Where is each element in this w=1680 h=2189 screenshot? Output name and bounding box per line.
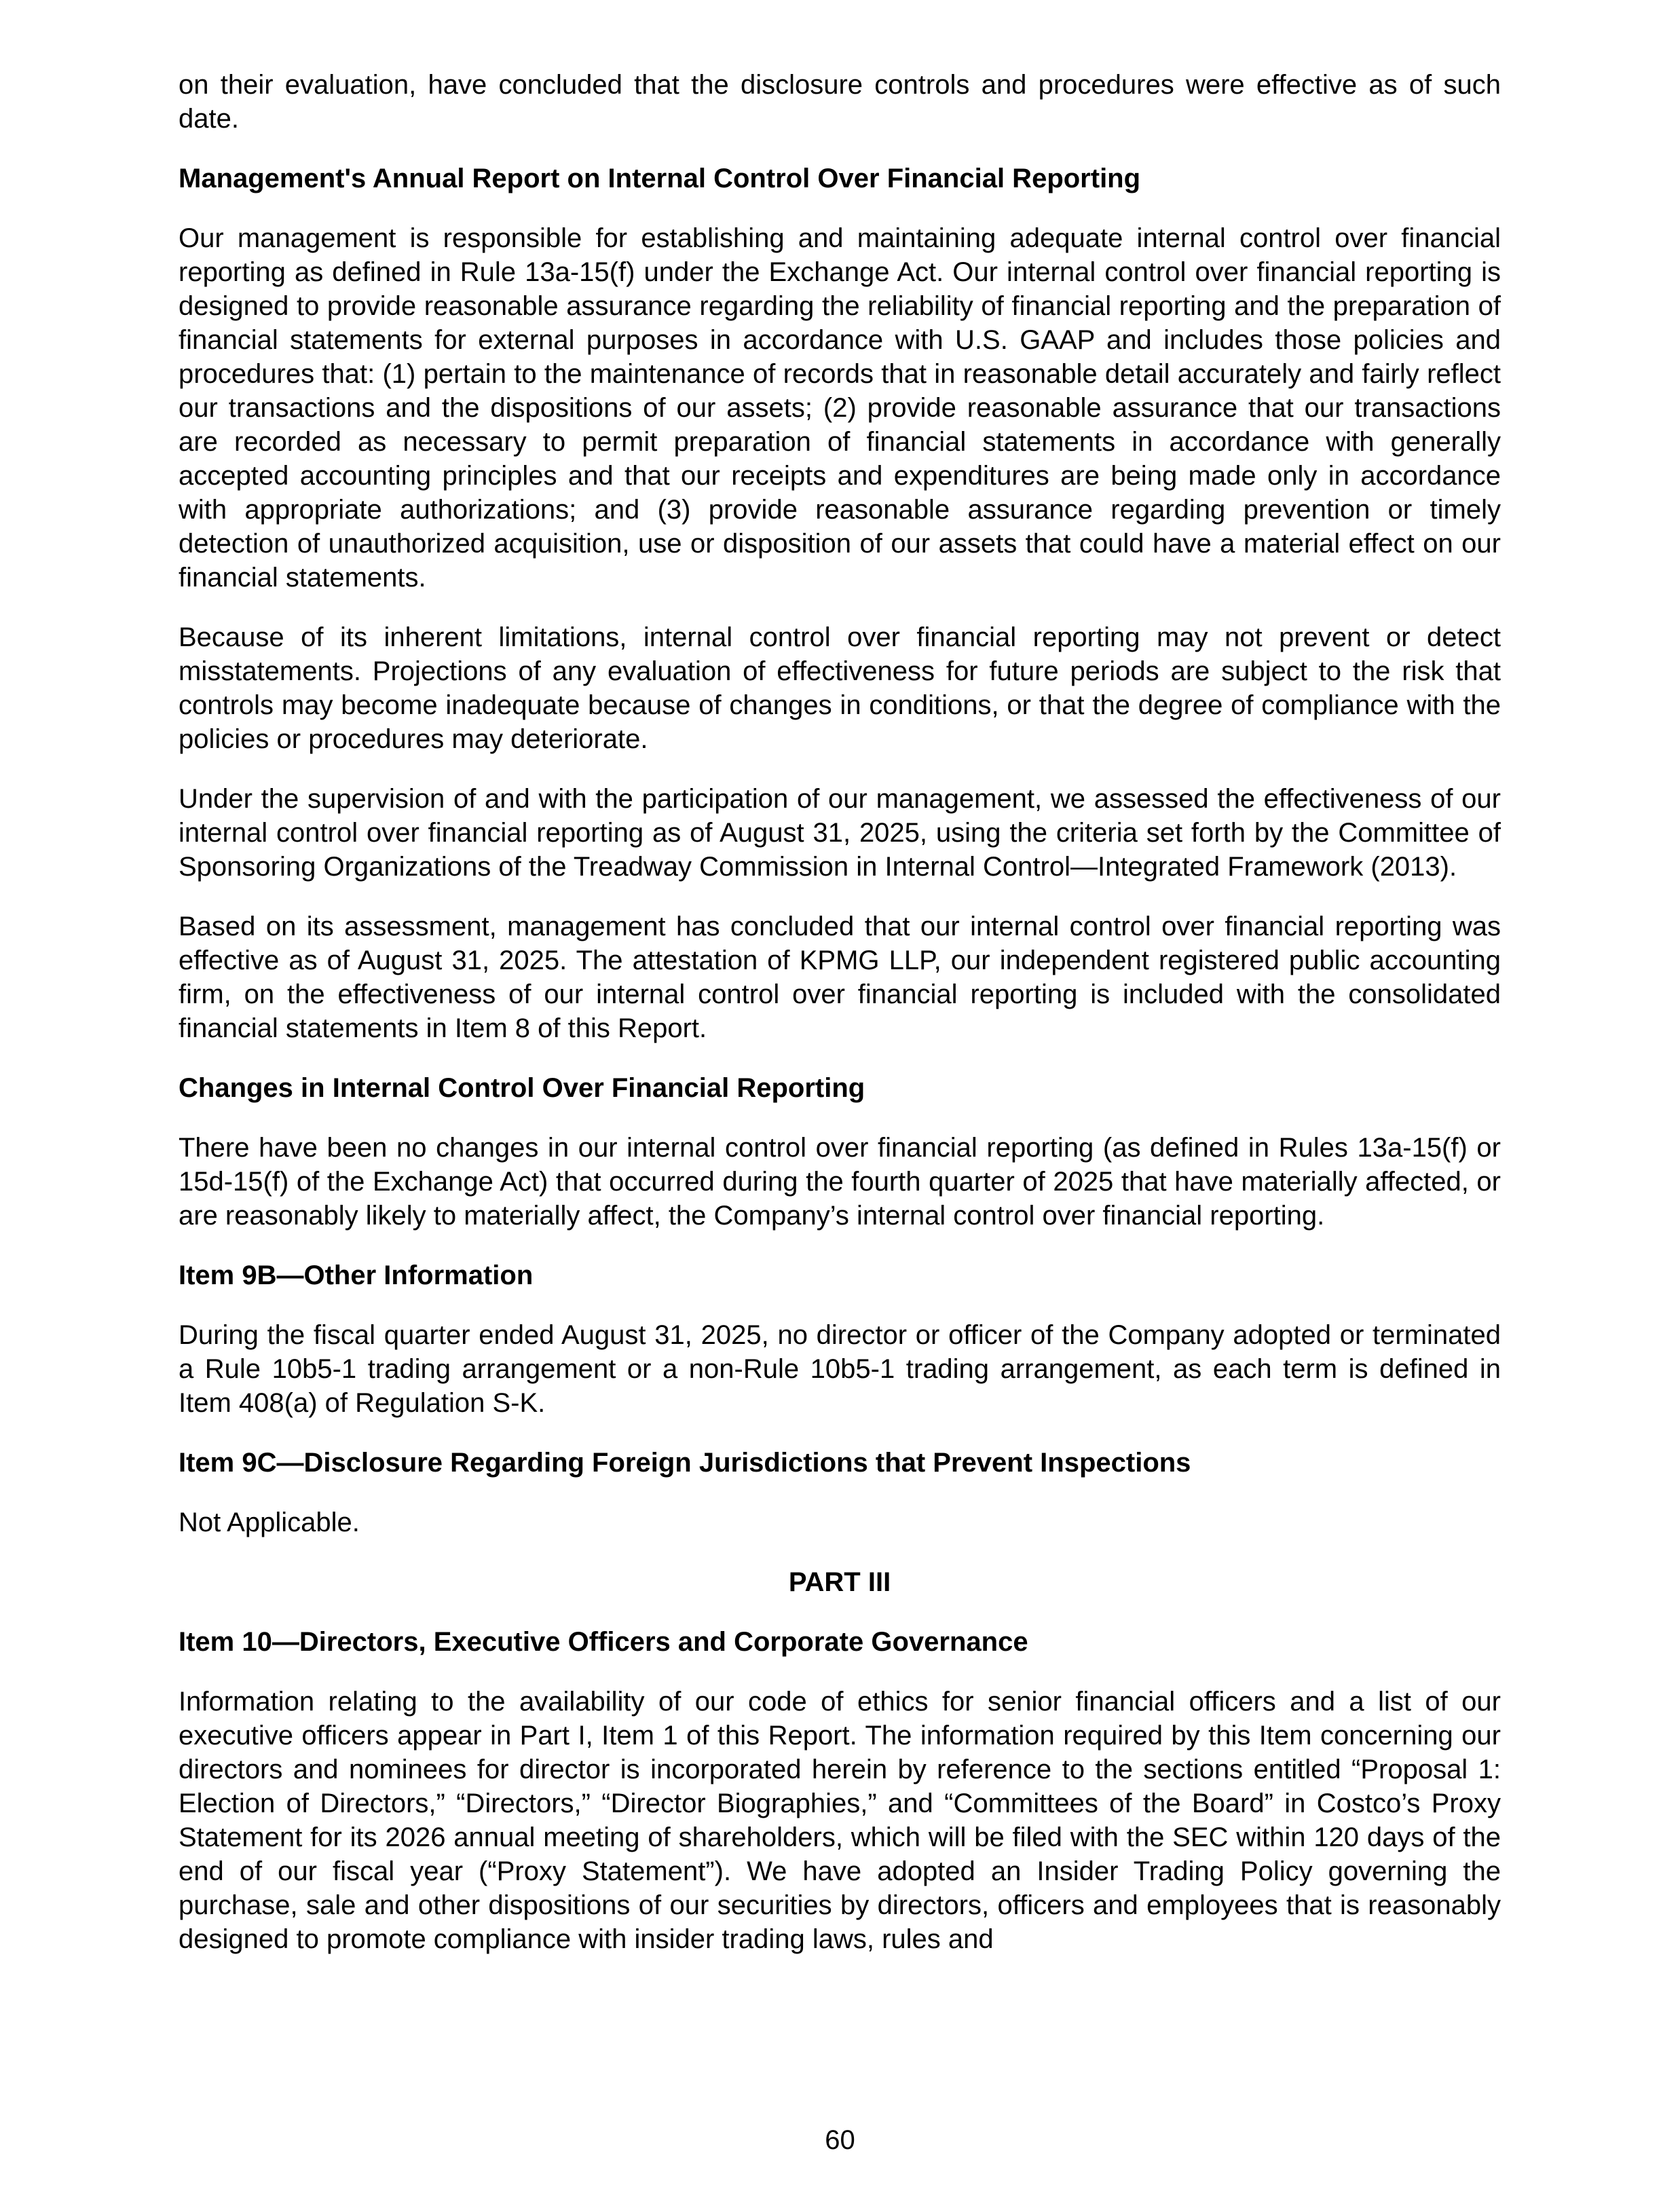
- heading-management-annual-report: Management's Annual Report on Internal Control Over Financial Reporting: [179, 164, 1141, 193]
- page-number: 60: [825, 2125, 855, 2155]
- heading-part-iii: PART III: [788, 1567, 891, 1597]
- paragraph-management-responsibility: Our management is responsible for establishing and maintaining adequate internal control over financial reporting as defined in Rule 13a-15(f) under the Exchange Act. Our internal control over financial reporting is designed to provide reasonable assurance regarding the reliability of financial reporting and the preparation of financial statements for external purposes in accordance with U.S. GAAP and includes those policies and procedures that: (1) pertain to the maintenance of records that in reasonable detail accurately and fairly reflect our transactions and the dispositions of our assets; (2) provide reasonable assurance that our transactions are recorded as necessary to permit preparation of financial statements in accordance with generally accepted accounting principles and that our receipts and expenditures are being made only in accordance with appropriate authorizations; and (3) provide reasonable assurance regarding prevention or timely detection of unauthorized acquisition, use or disposition of our assets that could have a material effect on our financial statements.: [179, 223, 1501, 593]
- paragraph-inherent-limitations: Because of its inherent limitations, internal control over financial reporting may not prevent or detect misstatements. Projections of any evaluation of effectiveness for future periods are subject to the risk that controls may become inadequate because of changes in conditions, or that the degree of compliance with the policies or procedures may deteriorate.: [179, 622, 1501, 754]
- heading-item-9c: Item 9C—Disclosure Regarding Foreign Jurisdictions that Prevent Inspections: [179, 1448, 1191, 1478]
- paragraph-assessment-criteria: Under the supervision of and with the participation of our management, we assessed the effectiveness of our internal control over financial reporting as of August 31, 2025, using the criteria set forth by the Committee of Sponsoring Organizations of the Treadway Commission in Internal Control—Integrated Framework (2013).: [179, 784, 1501, 882]
- paragraph-not-applicable: Not Applicable.: [179, 1508, 360, 1537]
- paragraph-no-changes: There have been no changes in our internal control over financial reporting (as defined in Rules 13a-15(f) or 15d-15(f) of the Exchange Act) that occurred during the fourth quarter of 2025 that have materially affected, or are reasonably likely to materially affect, the Company’s internal control over financial reporting.: [179, 1133, 1501, 1231]
- heading-item-10: Item 10—Directors, Executive Officers and Corporate Governance: [179, 1627, 1028, 1657]
- document-page: [179, 68, 1501, 1982]
- paragraph-code-of-ethics: Information relating to the availability of our code of ethics for senior financial officers and a list of our executive officers appear in Part I, Item 1 of this Report. The information required by this Item concerning our directors and nominees for director is incorporated herein by reference to the sections entitled “Proposal 1: Election of Directors,” “Directors,” “Director Biographies,” and “Committees of the Board” in Costco’s Proxy Statement for its 2026 annual meeting of shareholders, which will be filed with the SEC within 120 days of the end of our fiscal year (“Proxy Statement”). We have adopted an Insider Trading Policy governing the purchase, sale and other dispositions of our securities by directors, officers and employees that is reasonably designed to promote compliance with insider trading laws, rules and: [179, 1687, 1501, 1954]
- paragraph-assessment-conclusion: Based on its assessment, management has concluded that our internal control over financial reporting was effective as of August 31, 2025. The attestation of KPMG LLP, our independent registered public accounting firm, on the effectiveness of our internal control over financial reporting is included with the consolidated financial statements in Item 8 of this Report.: [179, 912, 1501, 1043]
- paragraph-trading-arrangements: During the fiscal quarter ended August 31, 2025, no director or officer of the Company adopted or terminated a Rule 10b5-1 trading arrangement or a non-Rule 10b5-1 trading arrangement, as each term is defined in Item 408(a) of Regulation S-K.: [179, 1320, 1501, 1418]
- paragraph-disclosure-conclusion: on their evaluation, have concluded that the disclosure controls and procedures were effective as of such date.: [179, 70, 1501, 134]
- heading-item-9b: Item 9B—Other Information: [179, 1260, 534, 1290]
- heading-changes-internal-control: Changes in Internal Control Over Financial Reporting: [179, 1073, 865, 1103]
